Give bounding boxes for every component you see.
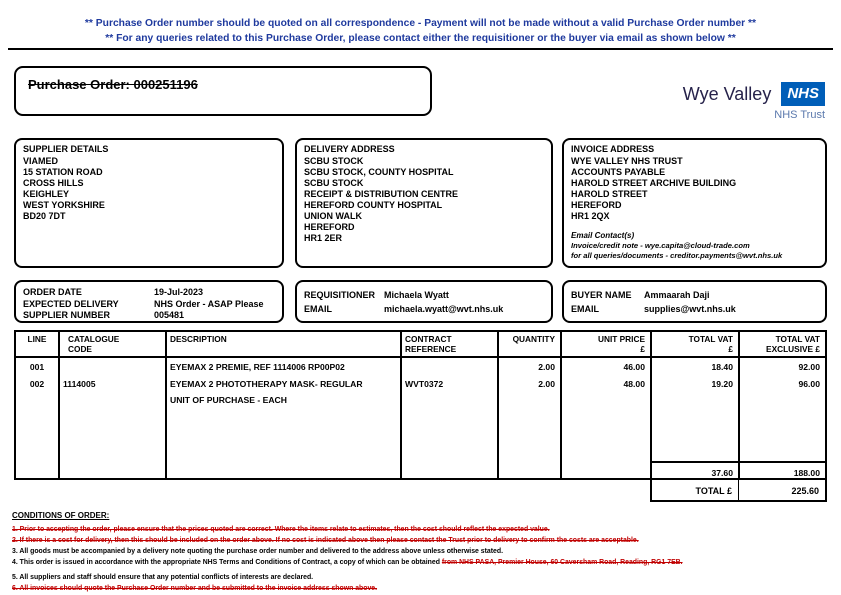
buyer-email-label: EMAIL bbox=[571, 304, 599, 314]
cell-contract-reference: WVT0372 bbox=[405, 379, 444, 389]
table-column-divider bbox=[650, 332, 652, 478]
invoice-address-line: WYE VALLEY NHS TRUST bbox=[571, 156, 683, 166]
grand-total-box bbox=[650, 478, 827, 502]
supplier-address-line: 15 STATION ROAD bbox=[23, 167, 103, 177]
logo-descriptor: NHS Trust bbox=[774, 109, 825, 121]
header-notice bbox=[0, 16, 841, 46]
delivery-address-heading: DELIVERY ADDRESS bbox=[304, 144, 395, 154]
delivery-address-line: SCBU STOCK bbox=[304, 178, 364, 188]
order-date-label: ORDER DATE bbox=[23, 287, 82, 297]
cell-total-vat: 18.40 bbox=[711, 362, 733, 372]
delivery-address-line: HR1 2ER bbox=[304, 233, 343, 243]
requisitioner-box bbox=[295, 280, 553, 323]
expected-delivery-value: NHS Order - ASAP Please bbox=[154, 298, 264, 309]
conditions-of-order bbox=[12, 511, 834, 594]
col-header-contract-reference: CONTRACT REFERENCE bbox=[405, 334, 457, 354]
buyer-name: Ammaarah Daji bbox=[644, 290, 710, 300]
cell-total-vat-exclusive: 96.00 bbox=[798, 379, 820, 389]
delivery-address-line: RECEIPT & DISTRIBUTION CENTRE bbox=[304, 189, 459, 199]
buyer-box bbox=[562, 280, 827, 323]
supplier-details-heading: SUPPLIER DETAILS bbox=[23, 144, 109, 154]
supplier-address-line: KEIGHLEY bbox=[23, 189, 70, 199]
table-column-divider bbox=[400, 332, 402, 478]
logo-org-name: Wye Valley bbox=[682, 83, 772, 104]
condition-6: 6. All invoices should quote the Purchase Order number and be submitted to the invoice address shown above. bbox=[12, 585, 378, 592]
delivery-address-line: UNION WALK bbox=[304, 211, 362, 221]
nhs-logo-icon: NHS bbox=[781, 82, 825, 106]
cell-quantity: 2.00 bbox=[538, 362, 555, 372]
invoice-address-line: HAROLD STREET ARCHIVE BUILDING bbox=[571, 178, 737, 188]
invoice-address-line: HR1 2QX bbox=[571, 211, 610, 221]
cell-unit-price: 46.00 bbox=[623, 362, 645, 372]
condition-5: 5. All suppliers and staff should ensure that any potential conflicts of interests are declared. bbox=[12, 574, 314, 581]
supplier-address-line: VIAMED bbox=[23, 156, 59, 166]
order-items-table bbox=[14, 330, 827, 480]
cell-quantity: 2.00 bbox=[538, 379, 555, 389]
invoice-address-box bbox=[562, 138, 827, 268]
conditions-heading: CONDITIONS OF ORDER: bbox=[12, 511, 110, 520]
grand-total-label: TOTAL £ bbox=[695, 486, 732, 496]
supplier-details-box bbox=[14, 138, 284, 268]
invoice-address-line: HEREFORD bbox=[571, 200, 622, 210]
cell-catalogue-code: 1114005 bbox=[63, 379, 96, 389]
condition-3: 3. All goods must be accompanied by a delivery note quoting the purchase order number and delivered to the address above unless otherwise stated. bbox=[12, 548, 504, 555]
order-date-value: 19-Jul-2023 bbox=[154, 287, 204, 297]
cell-description: EYEMAX 2 PREMIE, REF 1114006 RP00P02 bbox=[170, 362, 345, 372]
requisitioner-email-label: EMAIL bbox=[304, 304, 332, 314]
total-vat-sum: 37.60 bbox=[650, 461, 738, 481]
cell-description: EYEMAX 2 PHOTOTHERAPY MASK- REGULAR UNIT OF PURCHASE - EACH bbox=[170, 379, 363, 405]
notice-line-2: ** For any queries related to this Purchase Order, please contact either the requisitioner or the buyer via email as shown below ** bbox=[105, 33, 736, 44]
email-contacts-block bbox=[571, 231, 818, 260]
requisitioner-label: REQUISITIONER bbox=[304, 290, 376, 300]
supplier-number-label: SUPPLIER NUMBER bbox=[23, 310, 111, 320]
table-column-divider bbox=[165, 332, 167, 478]
table-column-divider bbox=[560, 332, 562, 478]
cell-line-number: 002 bbox=[29, 379, 45, 389]
email-contacts-heading: Email Contact(s) bbox=[571, 231, 635, 240]
cell-total-vat: 19.20 bbox=[711, 379, 733, 389]
condition-1: 1. Prior to accepting the order, please ensure that the prices quoted are correct. Where the items relate to estimates, then the cost should reflect the expected value. bbox=[12, 526, 550, 533]
invoice-email-line: Invoice/credit note - wye.capita@cloud-trade.com bbox=[571, 241, 750, 250]
col-header-catalogue-code: CATALOGUE CODE bbox=[68, 334, 120, 354]
supplier-address-line: WEST YORKSHIRE bbox=[23, 200, 105, 210]
po-number-box bbox=[14, 66, 432, 116]
supplier-address-line: CROSS HILLS bbox=[23, 178, 84, 188]
total-exclusive-sum: 188.00 bbox=[738, 461, 825, 481]
condition-4: 4. This order is issued in accordance with the appropriate NHS Terms and Conditions of Contract, a copy of which can be obtained from NHS PASA, Premier House, 60 Caversham Road, Reading, RG1 7EB. bbox=[12, 559, 683, 566]
supplier-number-value: 005481 bbox=[154, 310, 185, 320]
table-column-divider bbox=[58, 332, 60, 478]
delivery-address-line: HEREFORD COUNTY HOSPITAL bbox=[304, 200, 443, 210]
invoice-address-line: ACCOUNTS PAYABLE bbox=[571, 167, 666, 177]
delivery-address-box bbox=[295, 138, 553, 268]
po-number-title: Purchase Order: 000251196 bbox=[28, 77, 198, 92]
condition-2: 2. If there is a cost for delivery, then this should be included on the order above. If no cost is indicated above then please contact the Trust prior to delivery to confirm the costs are acceptable. bbox=[12, 537, 639, 544]
queries-email-line: for all queries/documents - creditor.payments@wvt.nhs.uk bbox=[571, 250, 783, 260]
table-column-divider bbox=[497, 332, 499, 478]
delivery-address-line: HEREFORD bbox=[304, 222, 355, 232]
col-header-description: DESCRIPTION bbox=[170, 334, 227, 344]
cell-line-number: 001 bbox=[29, 362, 45, 372]
grand-total-value: 225.60 bbox=[738, 480, 825, 500]
cell-contract-reference bbox=[400, 361, 497, 374]
delivery-address-line: SCBU STOCK, COUNTY HOSPITAL bbox=[304, 167, 454, 177]
cell-total-vat-exclusive: 92.00 bbox=[798, 362, 820, 372]
requisitioner-name: Michaela Wyatt bbox=[384, 290, 449, 300]
delivery-address-line: SCBU STOCK bbox=[304, 156, 364, 166]
requisitioner-email: michaela.wyatt@wvt.nhs.uk bbox=[384, 304, 504, 314]
supplier-address-line: BD20 7DT bbox=[23, 211, 66, 221]
col-header-quantity: QUANTITY bbox=[512, 334, 555, 344]
table-header-row bbox=[16, 332, 825, 358]
table-row bbox=[16, 378, 825, 407]
col-header-total-vat: TOTAL VAT £ bbox=[688, 334, 733, 354]
buyer-name-label: BUYER NAME bbox=[571, 290, 632, 300]
cell-unit-price: 48.00 bbox=[623, 379, 645, 389]
col-header-line: LINE bbox=[27, 334, 47, 344]
invoice-address-line: HAROLD STREET bbox=[571, 189, 648, 199]
order-info-box bbox=[14, 280, 284, 323]
table-column-divider bbox=[738, 332, 740, 478]
table-body bbox=[16, 361, 825, 461]
notice-line-1: ** Purchase Order number should be quoted on all correspondence - Payment will not be made without a valid Purchase Order number ** bbox=[84, 18, 757, 29]
cell-catalogue-code bbox=[58, 361, 165, 374]
col-header-unit-price: UNIT PRICE £ bbox=[597, 334, 645, 354]
header-divider bbox=[8, 48, 833, 50]
buyer-email: supplies@wvt.nhs.uk bbox=[644, 304, 736, 314]
table-row bbox=[16, 361, 825, 374]
nhs-trust-logo bbox=[683, 82, 825, 121]
invoice-address-heading: INVOICE ADDRESS bbox=[571, 144, 655, 154]
col-header-total-vat-exclusive: TOTAL VAT EXCLUSIVE £ bbox=[766, 334, 820, 354]
expected-delivery-label: EXPECTED DELIVERY bbox=[23, 298, 119, 309]
